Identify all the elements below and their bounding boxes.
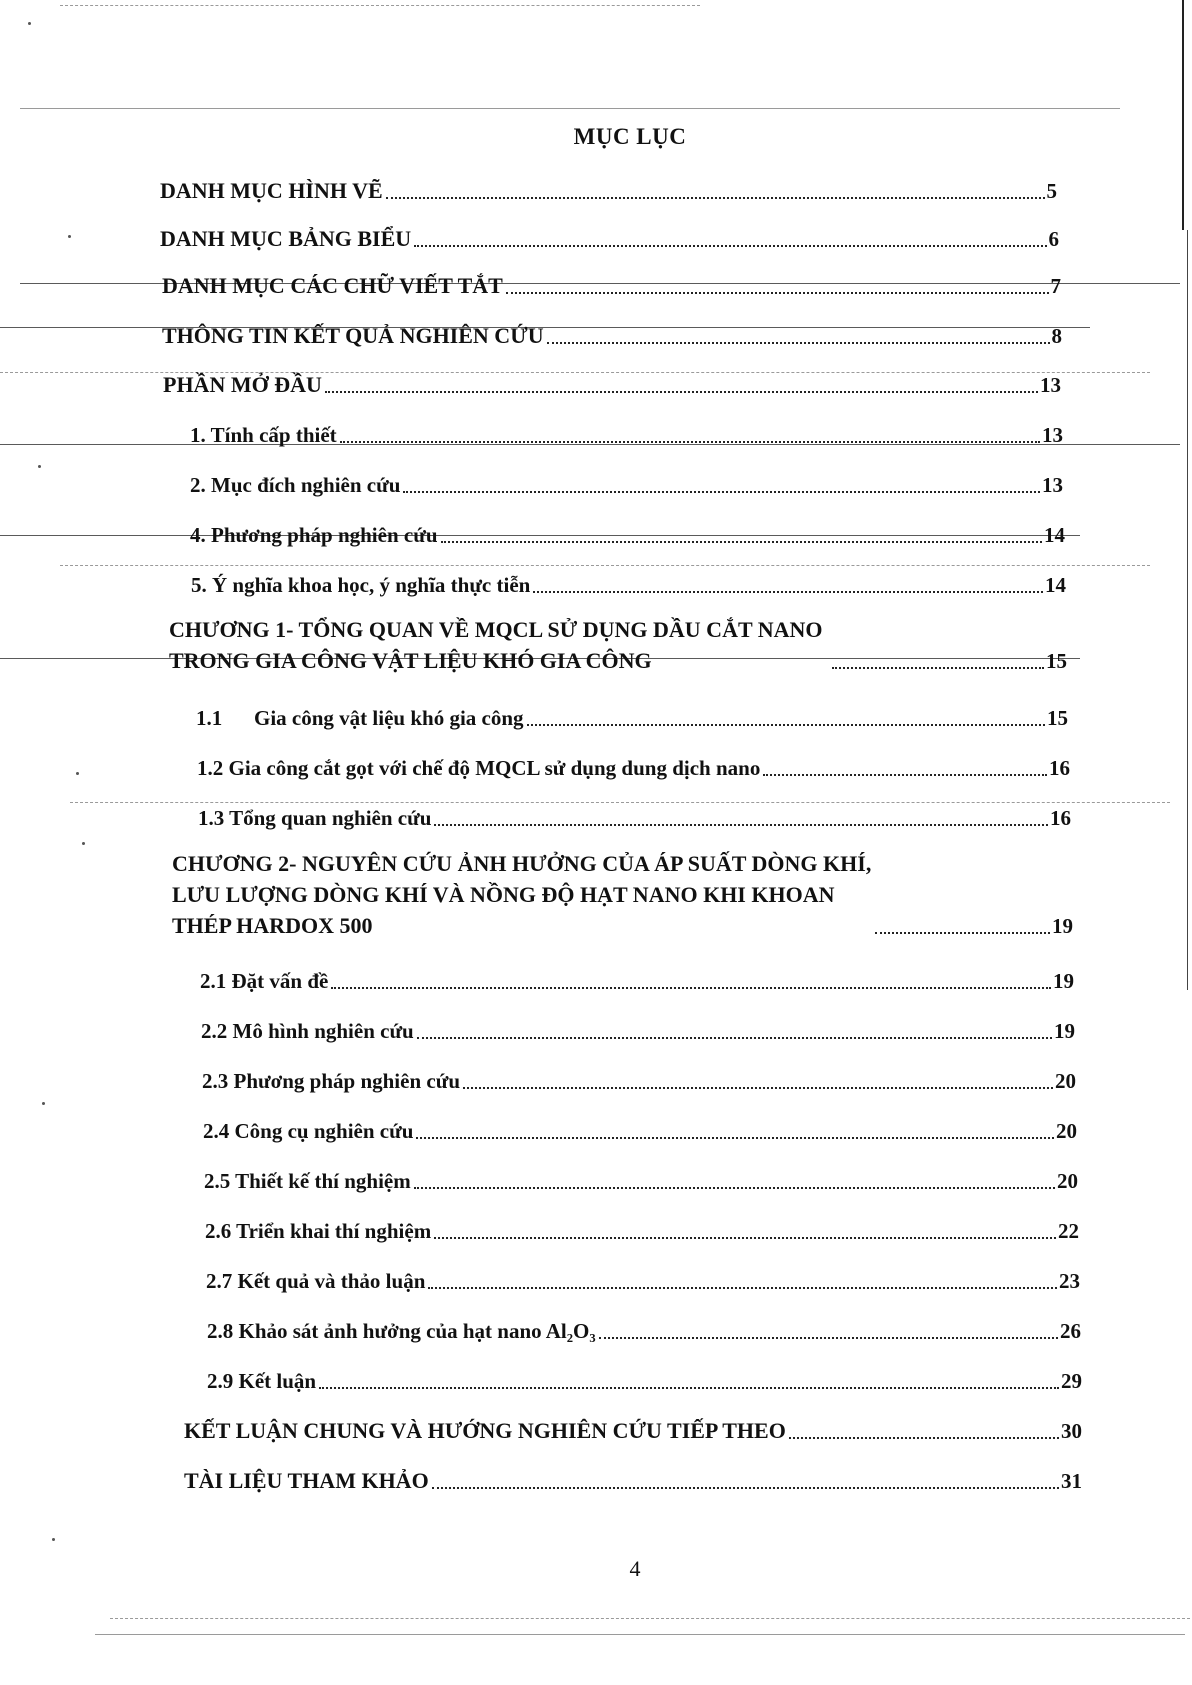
scan-artifact-line <box>110 1618 1190 1619</box>
toc-entry-page: 7 <box>1050 274 1061 298</box>
toc-entry-label: 1.3 Tổng quan nghiên cứu <box>198 806 432 830</box>
toc-entry-page: 22 <box>1058 1219 1079 1243</box>
toc-leader-dots <box>414 1187 1055 1189</box>
toc-leader-dots <box>417 1037 1052 1039</box>
toc-entry-page: 16 <box>1049 756 1070 780</box>
scan-artifact-line <box>60 565 1150 566</box>
toc-entry-label: 2.1 Đặt vấn đề <box>200 969 329 993</box>
toc-leader-dots <box>414 245 1046 247</box>
toc-entry-label: 1.2 Gia công cắt gọt với chế độ MQCL sử dụng dung dịch nano <box>197 756 761 780</box>
toc-entry[interactable] <box>205 1216 1079 1246</box>
toc-leader-dots <box>506 292 1049 294</box>
toc-leader-dots <box>325 391 1038 393</box>
scan-artifact-speck <box>68 235 71 238</box>
toc-entry-label: 5. Ý nghĩa khoa học, ý nghĩa thực tiễn <box>191 573 531 597</box>
scan-artifact-line <box>60 5 700 6</box>
toc-entry-label: KẾT LUẬN CHUNG VÀ HƯỚNG NGHIÊN CỨU TIẾP THEO <box>184 1418 786 1443</box>
scan-artifact-speck <box>82 842 85 845</box>
toc-leader-dots <box>832 667 1044 669</box>
toc-entry-label: DANH MỤC HÌNH VẼ <box>160 178 383 203</box>
scan-artifact-speck <box>52 1538 55 1541</box>
toc-entry-page: 16 <box>1050 806 1071 830</box>
toc-entry[interactable] <box>198 803 1071 833</box>
toc-entry-page: 30 <box>1061 1419 1082 1443</box>
toc-entry-page: 20 <box>1057 1169 1078 1193</box>
toc-entry[interactable] <box>202 1066 1076 1096</box>
scan-artifact-speck <box>42 1102 45 1105</box>
toc-leader-dots <box>533 591 1043 593</box>
toc-entry[interactable] <box>196 703 1068 733</box>
toc-entry-page: 5 <box>1046 179 1057 203</box>
toc-entry-page: 31 <box>1061 1469 1082 1493</box>
scan-artifact-speck <box>38 465 41 468</box>
toc-leader-dots <box>789 1437 1059 1439</box>
toc-entry-page: 15 <box>1046 649 1067 673</box>
toc-entry[interactable] <box>163 370 1061 400</box>
toc-entry-label: 2.2 Mô hình nghiên cứu <box>201 1019 414 1043</box>
toc-entry-chapter-2[interactable] <box>172 848 1073 941</box>
toc-leader-dots <box>434 824 1048 826</box>
toc-leader-dots <box>386 197 1045 199</box>
toc-entry-page: 19 <box>1053 969 1074 993</box>
scan-artifact-edge <box>1182 0 1184 230</box>
toc-leader-dots <box>416 1137 1054 1139</box>
toc-entry-number: 1.1 <box>196 706 223 730</box>
toc-entry[interactable] <box>207 1366 1082 1396</box>
toc-entry-label: 2.5 Thiết kế thí nghiệm <box>204 1169 411 1193</box>
toc-entry-page: 14 <box>1045 573 1066 597</box>
toc-entry-page: 8 <box>1051 324 1062 348</box>
toc-entry-label: 2. Mục đích nghiên cứu <box>190 473 401 497</box>
toc-entry-page: 23 <box>1059 1269 1080 1293</box>
toc-entry[interactable] <box>162 271 1061 301</box>
toc-entry-page: 13 <box>1042 473 1063 497</box>
toc-entry[interactable] <box>206 1266 1080 1296</box>
toc-entry-label <box>196 703 524 733</box>
toc-entry-text: Gia công vật liệu khó gia công <box>254 706 524 730</box>
toc-entry[interactable] <box>184 1466 1082 1496</box>
toc-entry-label: PHẦN MỞ ĐẦU <box>163 372 322 397</box>
toc-entry-label: THÔNG TIN KẾT QUẢ NGHIÊN CỨU <box>162 323 544 348</box>
toc-title: MỤC LỤC <box>573 124 687 149</box>
toc-leader-dots <box>428 1287 1057 1289</box>
toc-entry-page: 14 <box>1044 523 1065 547</box>
toc-leader-dots <box>527 724 1045 726</box>
toc-entry-label: 2.8 Khảo sát ảnh hưởng của hạt nano Al₂O₃ <box>207 1319 596 1343</box>
toc-entry-label: 4. Phương pháp nghiên cứu <box>190 523 438 547</box>
toc-entry-page: 29 <box>1061 1369 1082 1393</box>
toc-entry[interactable] <box>200 966 1074 996</box>
toc-leader-dots <box>599 1337 1058 1339</box>
toc-leader-dots <box>340 441 1040 443</box>
toc-entry-label: CHƯƠNG 2- NGUYÊN CỨU ẢNH HƯỞNG CỦA ÁP SUẤT DÒNG KHÍ, LƯU LƯỢNG DÒNG KHÍ VÀ NỒNG ĐỘ HẠT NANO KHI KHOAN THÉP HARDOX 500 <box>172 851 872 938</box>
toc-entry-page: 13 <box>1042 423 1063 447</box>
toc-entry-page: 19 <box>1054 1019 1075 1043</box>
toc-entry-label: 1. Tính cấp thiết <box>190 423 337 447</box>
toc-entry-label: 2.6 Triển khai thí nghiệm <box>205 1219 432 1243</box>
scan-artifact-edge <box>1187 230 1188 990</box>
toc-entry[interactable] <box>190 420 1063 450</box>
toc-entry-page: 20 <box>1056 1119 1077 1143</box>
toc-entry-page: 20 <box>1055 1069 1076 1093</box>
toc-entry-label: 2.4 Công cụ nghiên cứu <box>203 1119 414 1143</box>
toc-entry[interactable] <box>203 1116 1077 1146</box>
scan-artifact-speck <box>76 772 79 775</box>
toc-entry[interactable] <box>204 1166 1078 1196</box>
toc-entry-label: 2.3 Phương pháp nghiên cứu <box>202 1069 460 1093</box>
scan-artifact-speck <box>28 22 31 25</box>
page-number: 4 <box>629 1556 641 1581</box>
toc-leader-dots <box>463 1087 1053 1089</box>
toc-leader-dots <box>434 1237 1056 1239</box>
toc-leader-dots <box>441 541 1043 543</box>
toc-leader-dots <box>432 1487 1059 1489</box>
toc-entry[interactable] <box>207 1316 1081 1346</box>
toc-entry-page: 15 <box>1047 706 1068 730</box>
toc-entry-label: TÀI LIỆU THAM KHẢO <box>184 1468 429 1493</box>
toc-entry[interactable] <box>184 1416 1082 1446</box>
toc-entry[interactable] <box>162 321 1062 351</box>
toc-entry[interactable] <box>190 470 1063 500</box>
toc-entry[interactable] <box>160 176 1057 206</box>
toc-entry-page: 6 <box>1048 227 1059 251</box>
scan-artifact-line <box>20 108 1120 109</box>
toc-entry-label: CHƯƠNG 1- TỔNG QUAN VỀ MQCL SỬ DỤNG DẦU CẮT NANO TRONG GIA CÔNG VẬT LIỆU KHÓ GIA CÔNG <box>169 617 823 673</box>
toc-entry[interactable] <box>190 520 1065 550</box>
toc-entry-label: DANH MỤC CÁC CHỮ VIẾT TẮT <box>162 273 503 298</box>
scan-artifact-line <box>95 1634 1185 1635</box>
toc-entry[interactable] <box>197 753 1070 783</box>
toc-entry-label: DANH MỤC BẢNG BIỂU <box>160 226 412 251</box>
toc-leader-dots <box>331 987 1051 989</box>
toc-entry-page: 13 <box>1040 373 1061 397</box>
toc-leader-dots <box>763 774 1047 776</box>
toc-entry-label: 2.7 Kết quả và thảo luận <box>206 1269 426 1293</box>
toc-entry-label: 2.9 Kết luận <box>207 1369 317 1393</box>
toc-entry-page: 19 <box>1052 914 1073 938</box>
toc-entry[interactable] <box>191 570 1066 600</box>
toc-leader-dots <box>403 491 1040 493</box>
toc-leader-dots <box>547 342 1050 344</box>
toc-leader-dots <box>875 932 1050 934</box>
toc-entry-chapter-1[interactable] <box>169 614 1067 676</box>
toc-leader-dots <box>319 1387 1059 1389</box>
toc-entry[interactable] <box>160 224 1059 254</box>
toc-entry-page: 26 <box>1060 1319 1081 1343</box>
toc-entry[interactable] <box>201 1016 1075 1046</box>
